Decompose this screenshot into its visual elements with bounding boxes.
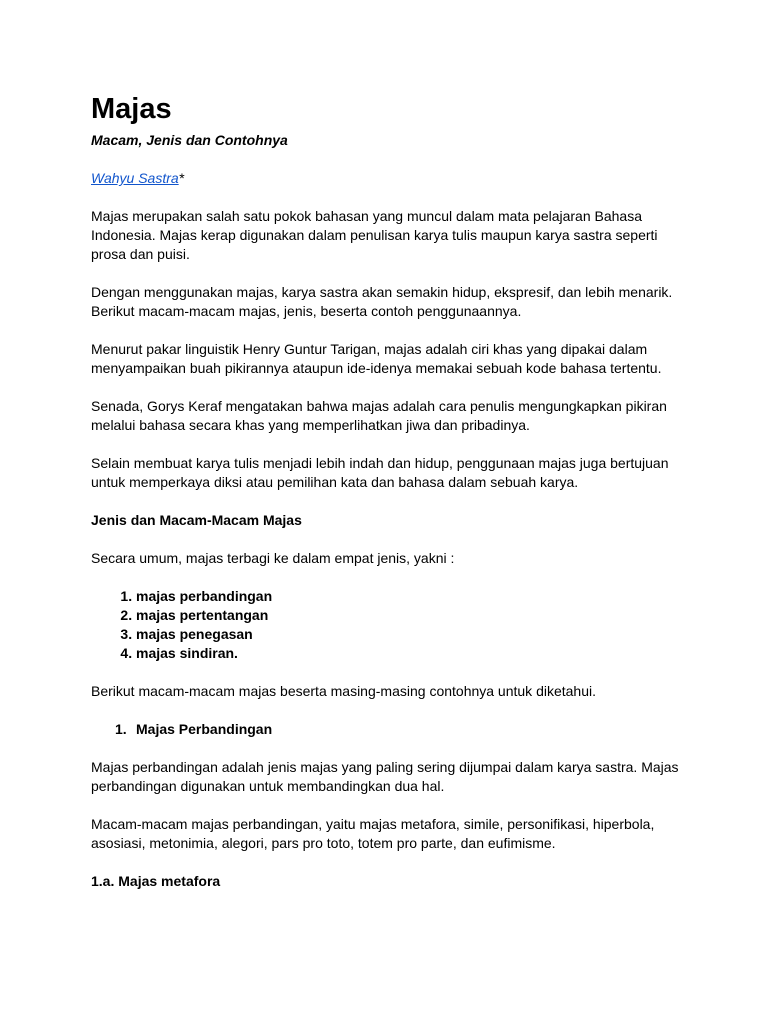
paragraph-intro: Majas merupakan salah satu pokok bahasan yang muncul dalam mata pelajaran Bahasa Indonesia. Majas kerap digunakan dalam penulisan karya tulis maupun karya sastra seperti prosa dan puisi. [91, 208, 658, 262]
list-item: 3. majas penegasan [136, 625, 691, 644]
author-asterisk: * [178, 170, 185, 186]
paragraph-purpose: Selain membuat karya tulis menjadi lebih indah dan hidup, penggunaan majas juga bertujuan untuk memperkaya diksi atau pemilihan kata dan bahasa dalam sebuah karya. [91, 455, 669, 490]
list-item: 1. majas perbandingan [136, 587, 691, 606]
paragraph-keraf: Senada, Gorys Keraf mengatakan bahwa majas adalah cara penulis mengungkapkan pikiran melalui bahasa secara khas yang memperlihatkan jiwa dan pribadinya. [91, 398, 667, 433]
heading-number: 1. [115, 721, 127, 737]
paragraph-examples-intro: Berikut macam-macam majas beserta masing-masing contohnya untuk diketahui. [91, 683, 597, 699]
document-title: Majas [91, 93, 172, 125]
document-page [91, 92, 691, 891]
paragraph-perbandingan-def: Majas perbandingan adalah jenis majas yang paling sering dijumpai dalam karya sastra. Majas perbandingan digunakan untuk membandingkan dua hal. [91, 759, 679, 794]
heading-metafora: 1.a. Majas metafora [91, 873, 221, 889]
author-link[interactable]: Wahyu Sastra [91, 170, 179, 186]
paragraph-tarigan: Menurut pakar linguistik Henry Guntur Tarigan, majas adalah ciri khas yang dipakai dalam menyampaikan buah pikirannya ataupun ide-idenya memakai sebuah kode bahasa tertentu. [91, 341, 662, 376]
paragraph-four-types: Secara umum, majas terbagi ke dalam empat jenis, yakni : [91, 550, 455, 566]
paragraph-perbandingan-types: Macam-macam majas perbandingan, yaitu majas metafora, simile, personifikasi, hiperbola, asosiasi, metonimia, alegori, pars pro toto, totem pro parte, dan eufimisme. [91, 816, 655, 851]
list-item: 4. majas sindiran. [136, 644, 691, 663]
author-line [91, 169, 691, 188]
heading-perbandingan-label: Majas Perbandingan [136, 721, 273, 737]
heading-perbandingan [91, 720, 691, 739]
jenis-list [91, 587, 691, 663]
list-item: 2. majas pertentangan [136, 606, 691, 625]
paragraph-usage: Dengan menggunakan majas, karya sastra akan semakin hidup, ekspresif, dan lebih menarik. Berikut macam-macam majas, jenis, beserta contoh penggunaannya. [91, 284, 673, 319]
heading-jenis: Jenis dan Macam-Macam Majas [91, 512, 302, 528]
document-subtitle: Macam, Jenis dan Contohnya [91, 132, 288, 148]
